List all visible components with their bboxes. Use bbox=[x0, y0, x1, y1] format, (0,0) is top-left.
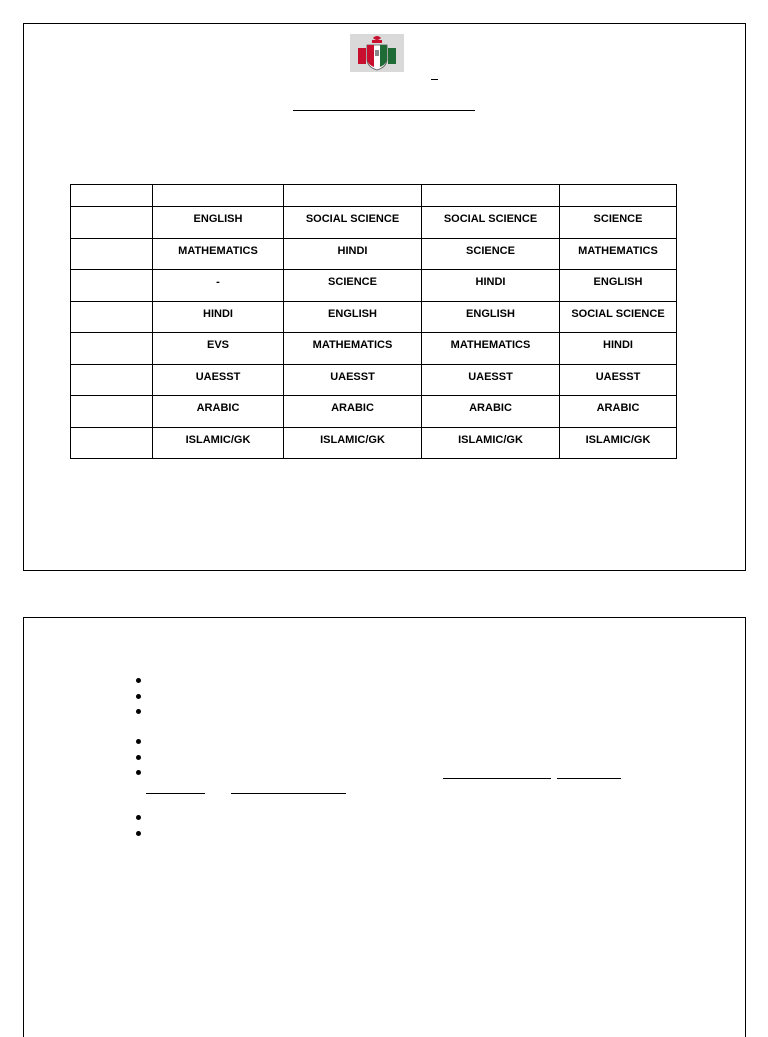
header-cell bbox=[560, 185, 677, 207]
bullet-dot-icon bbox=[136, 709, 141, 714]
subject-cell: ISLAMIC/GK bbox=[153, 427, 284, 459]
subject-cell: - bbox=[153, 270, 284, 302]
header-cell bbox=[153, 185, 284, 207]
subject-cell: HINDI bbox=[284, 238, 422, 270]
row-label-cell bbox=[71, 333, 153, 365]
subject-cell: ENGLISH bbox=[422, 301, 560, 333]
table-row bbox=[71, 270, 677, 302]
subject-cell: MATHEMATICS bbox=[422, 333, 560, 365]
row-label-cell bbox=[71, 270, 153, 302]
subject-cell: ARABIC bbox=[284, 396, 422, 428]
bullet-dot-icon bbox=[136, 694, 141, 699]
blank-line bbox=[557, 777, 621, 779]
bullet-dot-icon bbox=[136, 831, 141, 836]
subject-cell: SOCIAL SCIENCE bbox=[560, 301, 677, 333]
subject-cell: SCIENCE bbox=[284, 270, 422, 302]
subject-cell: ARABIC bbox=[422, 396, 560, 428]
subject-cell: SCIENCE bbox=[422, 238, 560, 270]
table-row bbox=[71, 364, 677, 396]
subject-cell: HINDI bbox=[560, 333, 677, 365]
table-row bbox=[71, 427, 677, 459]
table-row bbox=[71, 301, 677, 333]
blank-line bbox=[146, 792, 205, 794]
row-label-cell bbox=[71, 396, 153, 428]
bullet-dot-icon bbox=[136, 770, 141, 775]
school-crest-graphic bbox=[350, 34, 404, 72]
subject-cell: HINDI bbox=[153, 301, 284, 333]
header-cell bbox=[71, 185, 153, 207]
subject-cell: MATHEMATICS bbox=[560, 238, 677, 270]
subject-cell: ARABIC bbox=[153, 396, 284, 428]
table-row bbox=[71, 396, 677, 428]
bullet-dot-icon bbox=[136, 739, 141, 744]
bullet-dot-icon bbox=[136, 678, 141, 683]
subject-cell: ISLAMIC/GK bbox=[422, 427, 560, 459]
timetable-header-row bbox=[71, 185, 677, 207]
subject-cell: ISLAMIC/GK bbox=[560, 427, 677, 459]
subject-cell: SOCIAL SCIENCE bbox=[284, 207, 422, 239]
subject-cell: ENGLISH bbox=[153, 207, 284, 239]
bullet-dot-icon bbox=[136, 815, 141, 820]
header-cell bbox=[284, 185, 422, 207]
subject-cell: EVS bbox=[153, 333, 284, 365]
subject-cell: SCIENCE bbox=[560, 207, 677, 239]
blank-line bbox=[231, 792, 346, 794]
row-label-cell bbox=[71, 427, 153, 459]
subject-cell: ARABIC bbox=[560, 396, 677, 428]
table-row bbox=[71, 333, 677, 365]
row-label-cell bbox=[71, 301, 153, 333]
subject-cell: UAESST bbox=[422, 364, 560, 396]
timetable bbox=[70, 184, 677, 459]
row-label-cell bbox=[71, 364, 153, 396]
table-row bbox=[71, 238, 677, 270]
row-label-cell bbox=[71, 238, 153, 270]
row-label-cell bbox=[71, 207, 153, 239]
title-underline bbox=[293, 109, 475, 111]
subject-cell: MATHEMATICS bbox=[284, 333, 422, 365]
title-dash bbox=[431, 78, 438, 80]
subject-cell: ENGLISH bbox=[284, 301, 422, 333]
document-page-2 bbox=[23, 617, 746, 1037]
subject-cell: UAESST bbox=[284, 364, 422, 396]
subject-cell: ISLAMIC/GK bbox=[284, 427, 422, 459]
school-crest-icon bbox=[350, 34, 404, 72]
subject-cell: UAESST bbox=[560, 364, 677, 396]
bullet-dot-icon bbox=[136, 755, 141, 760]
subject-cell: ENGLISH bbox=[560, 270, 677, 302]
subject-cell: UAESST bbox=[153, 364, 284, 396]
subject-cell: SOCIAL SCIENCE bbox=[422, 207, 560, 239]
document-page-1 bbox=[23, 23, 746, 571]
blank-line bbox=[443, 777, 551, 779]
subject-cell: HINDI bbox=[422, 270, 560, 302]
subject-cell: MATHEMATICS bbox=[153, 238, 284, 270]
header-cell bbox=[422, 185, 560, 207]
table-row bbox=[71, 207, 677, 239]
